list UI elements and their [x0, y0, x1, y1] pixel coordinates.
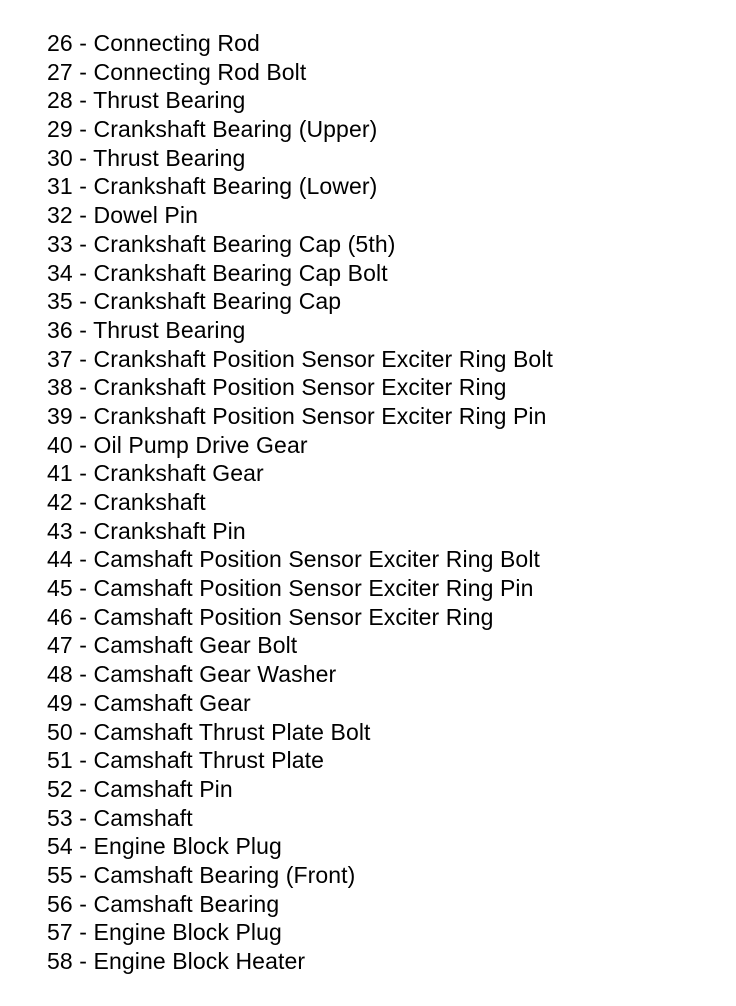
- part-item: 51 - Camshaft Thrust Plate: [47, 747, 325, 774]
- part-item: 38 - Crankshaft Position Sensor Exciter Ring: [47, 374, 507, 401]
- part-item: 37 - Crankshaft Position Sensor Exciter Ring Bolt: [47, 345, 554, 372]
- part-item: 48 - Camshaft Gear Washer: [47, 661, 337, 688]
- part-item: 33 - Crankshaft Bearing Cap (5th): [47, 230, 396, 257]
- part-item: 26 - Connecting Rod: [47, 30, 260, 56]
- part-item: 40 - Oil Pump Drive Gear: [47, 431, 308, 458]
- part-item: 27 - Connecting Rod Bolt: [47, 58, 307, 85]
- part-item: 34 - Crankshaft Bearing Cap Bolt: [47, 259, 388, 286]
- part-item: 58 - Engine Block Heater: [47, 948, 306, 974]
- part-item: 56 - Camshaft Bearing: [47, 890, 280, 917]
- part-item: 55 - Camshaft Bearing (Front): [47, 861, 356, 888]
- part-item: 47 - Camshaft Gear Bolt: [47, 632, 298, 659]
- part-item: 49 - Camshaft Gear: [47, 689, 251, 716]
- parts-legend-list: [47, 29, 553, 976]
- part-item: 45 - Camshaft Position Sensor Exciter Ring Pin: [47, 575, 534, 602]
- part-item: 31 - Crankshaft Bearing (Lower): [47, 173, 378, 200]
- part-item: 41 - Crankshaft Gear: [47, 460, 264, 487]
- part-item: 28 - Thrust Bearing: [47, 87, 246, 114]
- part-item: 42 - Crankshaft: [47, 489, 206, 515]
- part-item: 54 - Engine Block Plug: [47, 833, 282, 860]
- part-item: 30 - Thrust Bearing: [47, 144, 246, 171]
- part-item: 32 - Dowel Pin: [47, 202, 198, 229]
- part-item: 46 - Camshaft Position Sensor Exciter Ring: [47, 603, 494, 630]
- part-item: 43 - Crankshaft Pin: [47, 517, 246, 544]
- part-item: 52 - Camshaft Pin: [47, 775, 233, 802]
- part-item: 53 - Camshaft: [47, 804, 193, 831]
- part-item: 50 - Camshaft Thrust Plate Bolt: [47, 718, 371, 745]
- part-item: 39 - Crankshaft Position Sensor Exciter Ring Pin: [47, 402, 547, 429]
- part-item: 35 - Crankshaft Bearing Cap: [47, 288, 342, 315]
- part-item: 44 - Camshaft Position Sensor Exciter Ring Bolt: [47, 546, 541, 573]
- part-item: 29 - Crankshaft Bearing (Upper): [47, 116, 378, 143]
- part-item: 57 - Engine Block Plug: [47, 919, 282, 946]
- part-item: 36 - Thrust Bearing: [47, 316, 246, 343]
